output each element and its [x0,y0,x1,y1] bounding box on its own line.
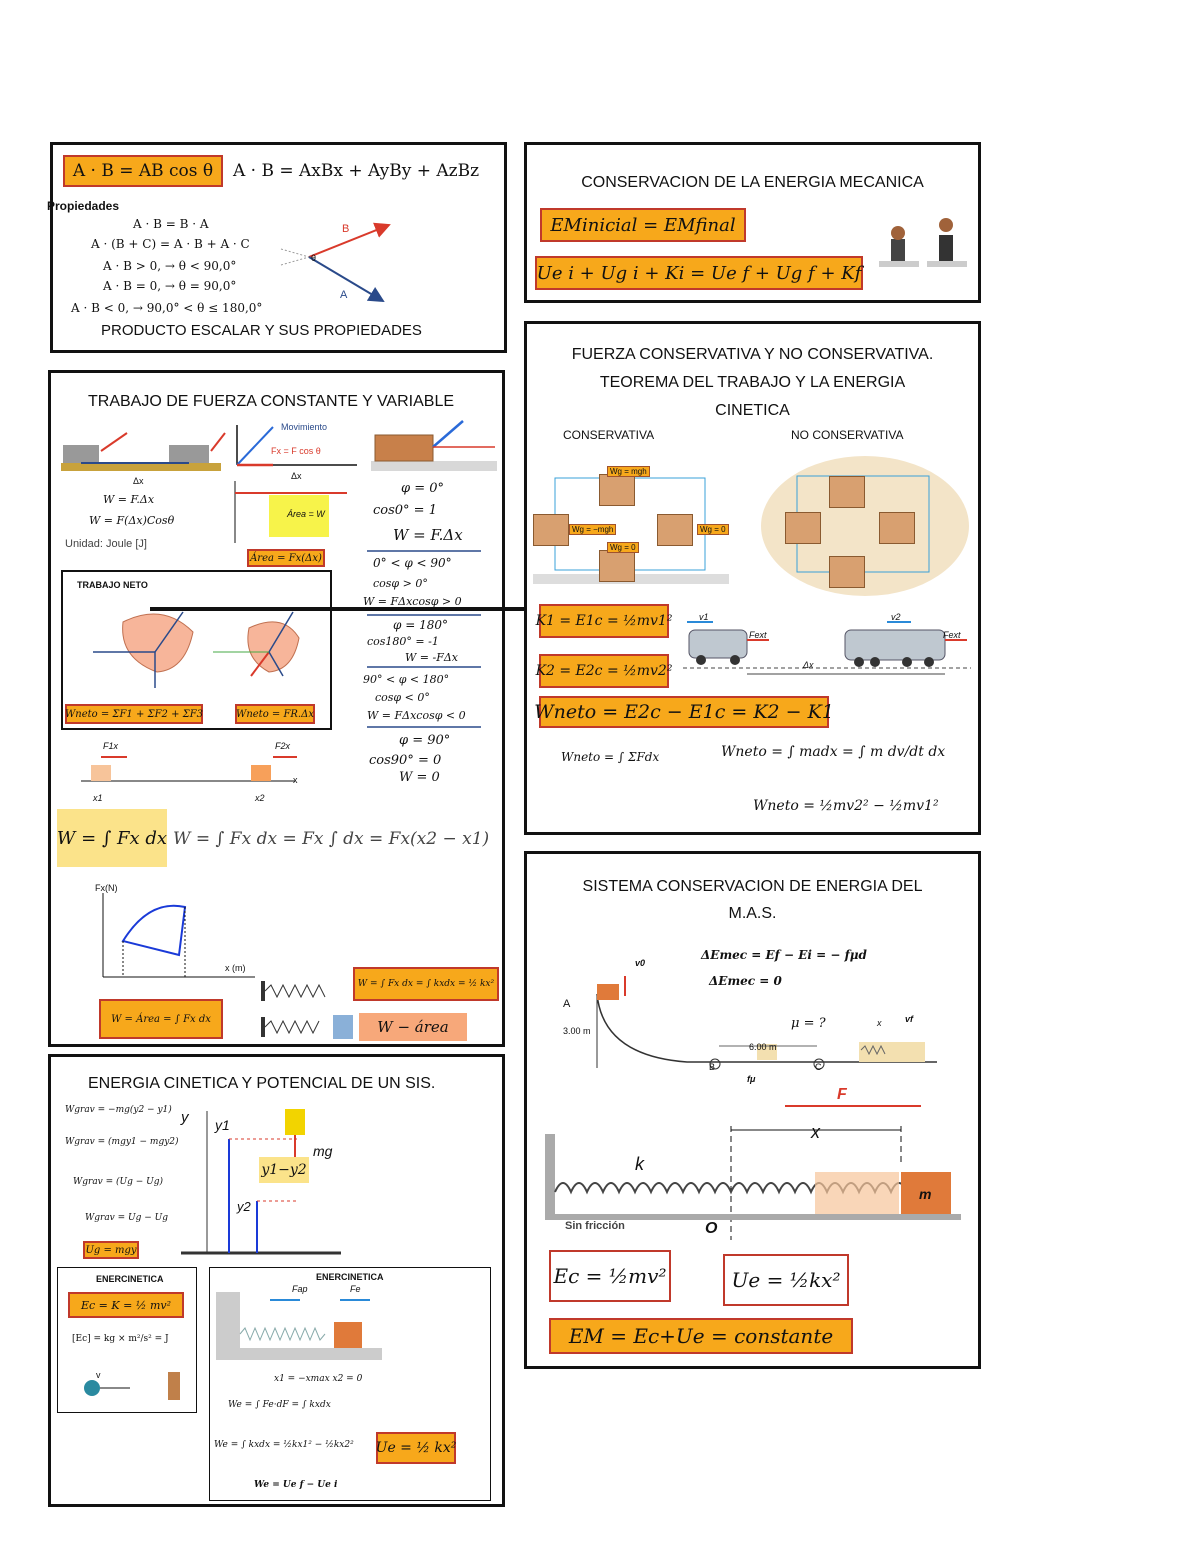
kinetic-energy-eq: Ec = ½mv² [549,1250,671,1302]
case-cosphi-negative: cosφ < 0° [375,691,430,704]
crate-left [533,514,569,546]
work-box [48,370,505,1047]
delta-emec-1: ΔEmec = Ef − Ei = − fμd [701,948,867,962]
fext-label-2: Fext [943,630,961,640]
case-w-negative-2: W = FΔxcosφ < 0 [367,709,466,722]
graph-y-label: Fx(N) [95,883,118,893]
net-work-sum: Wneto = ΣF1 + ΣF2 + ΣF3 [65,704,203,724]
mas-box [524,851,981,1369]
bus-diagram [683,610,973,690]
vf-label: vf [905,1014,914,1024]
area-integral: W = Área = ∫ Fx dx [99,999,223,1039]
delta-x-label-1: Δx [133,476,144,486]
net-work-box [61,570,332,730]
grav-eq-2: Wgrav = (mgy1 − mgy2) [65,1137,179,1147]
spring-integral: W = ∫ Fx dx = ∫ kxdx = ½ kx² [353,967,499,1001]
work-cos: W = F(Δx)Cosθ [89,514,175,527]
spring-eq-4: We = Ue f − Ue i [254,1480,338,1490]
spring-eq-3: We = ∫ kxdx = ½kx1² − ½kx2² [214,1440,354,1450]
elastic-energy-eq: Ue = ½kx² [723,1254,849,1306]
graph-x-label: x (m) [225,963,246,973]
spring-eq-2: We = ∫ Fe·dF = ∫ kxdx [228,1400,331,1410]
label-wg-0-b: Wg = 0 [697,524,729,535]
property-3: A · B > 0, → θ < 90,0° [103,259,237,273]
work-definition: W = F.Δx [103,493,155,506]
net-work-title: TRABAJO NETO [77,580,148,590]
f2x-label: F2x [275,741,291,751]
potential-title: ENERGIA CINETICA Y POTENCIAL DE UN SIS. [88,1075,436,1092]
case-w-zero: W = 0 [399,770,440,785]
case-phi-180: φ = 180° [393,618,448,632]
force-positions-line [71,751,301,787]
grav-eq-4: Wgrav = Ug − Ug [85,1213,168,1223]
case-cosphi-positive: cosφ > 0° [373,577,428,590]
movement-label: Movimiento [281,422,328,432]
ug-eq: Ug = mgy [83,1241,139,1259]
case-phi-between-90-180: 90° < φ < 180° [363,673,450,686]
spring-ue: Ue = ½ kx² [376,1432,456,1464]
wneto-madx: Wneto = ∫ madx = ∫ m dv/dt dx [721,744,946,760]
x-axis-label-1: x [293,775,298,785]
wneto-integral: Wneto = ∫ ΣFdx [561,750,660,764]
nc-crate-bottom [829,556,865,588]
mg-label: mg [313,1143,333,1159]
origin-label: O [705,1220,718,1237]
case-w-fdx: W = F.Δx [393,526,463,544]
v1-label: v1 [699,612,709,622]
velocity-label: v [96,1370,101,1380]
mechanical-energy-eq: EM = Ec+Ue = constante [549,1318,853,1354]
property-2: A · (B + C) = A · B + A · C [91,237,250,251]
conservation-title: CONSERVACION DE LA ENERGIA MECANICA [581,174,924,191]
v0-label: v0 [635,958,646,968]
nc-crate-left [785,512,821,544]
wneto-equation: Wneto = E2c − E1c = K2 − K1 [539,696,829,728]
case-cos-90: cos90° = 0 [369,753,442,768]
area-w-label: Área = W [287,509,325,519]
k2-equation: K2 = E2c = ½mv2² [539,654,669,688]
friction-label: fμ [747,1074,756,1084]
vector-a-label: A [340,289,348,301]
label-wg-mgh: Wg = mgh [607,466,650,477]
v2-label: v2 [891,612,901,622]
vector-b-label: B [342,223,350,235]
w-area: W − área [359,1013,467,1041]
spring-stand-icons [879,215,969,271]
property-5: A · B < 0, → 90,0° < θ ≤ 180,0° [71,301,263,315]
integral-full: W = ∫ Fx dx = Fx ∫ dx = Fx(x2 − x1) [173,829,490,849]
fext-label-1: Fext [749,630,767,640]
label-wg-neg: Wg = −mgh [569,524,616,535]
integral-highlight: W = ∫ Fx dx [57,809,167,867]
sliding-block-diagram [61,423,229,477]
conservative-title-3: CINETICA [715,402,790,419]
point-a: A [563,998,571,1010]
work-unit: Unidad: Joule [J] [65,538,147,550]
scalar-product-box [47,142,507,353]
mas-title-1: SISTEMA CONSERVACION DE ENERGIA DEL [582,878,923,895]
y-axis-label: y [181,1109,189,1126]
angle-label: θ [311,253,317,263]
property-4: A · B = 0, → θ = 90,0° [103,279,237,293]
crate-bottom [599,550,635,582]
delta-emec-2: ΔEmec = 0 [709,974,782,988]
area-equation: Área = Fx(Δx) [247,549,325,567]
property-1: A · B = B · A [133,217,209,231]
dot-product-highlight: A · B = AB cos θ [63,155,223,187]
conservation-box [524,142,981,303]
y2-label: y2 [237,1199,251,1214]
kinetic-units: [Ec] = kg × m²/s² = J [72,1334,169,1344]
grav-eq-1: Wgrav = −mg(y2 − y1) [65,1105,172,1115]
label-wg-0-a: Wg = 0 [607,542,639,553]
spring-k-label: k [635,1154,644,1174]
conservative-title-2: TEOREMA DEL TRABAJO Y LA ENERGIA [599,374,906,391]
y-difference: y1−y2 [259,1157,309,1183]
case-dividers [361,549,501,739]
wneto-final: Wneto = ½mv2² − ½mv1² [753,798,939,814]
mas-title-2: M.A.S. [728,905,777,922]
k1-equation: K1 = E1c = ½mv1² [539,604,669,638]
grav-eq-3: Wgrav = (Ug − Ug) [73,1177,164,1187]
mu-label: μ = ? [791,1016,826,1031]
case-w-positive: W = FΔxcosφ > 0 [363,595,462,608]
force-f-label: F [837,1086,847,1103]
bus-delta-x: Δx [803,660,814,670]
x1-label: x1 [93,793,103,803]
properties-heading: Propiedades [47,199,120,213]
scalar-caption: PRODUCTO ESCALAR Y SUS PROPIEDADES [101,322,422,339]
y1-label: y1 [215,1117,230,1133]
conservativa-label: CONSERVATIVA [563,428,655,442]
kinetic-inner-box [57,1267,197,1413]
conservative-title-1: FUERZA CONSERVATIVA Y NO CONSERVATIVA. [571,346,934,363]
case-w-negative: W = -FΔx [405,651,459,664]
kinetic-eq: Ec = K = ½ mv² [68,1292,184,1318]
f1x-label: F1x [103,741,119,751]
case-cos-0: cos0° = 1 [373,503,437,518]
spring-block-diagram [216,1292,386,1362]
crate-angle-diagram [371,413,499,475]
fe-label: Fe [350,1284,361,1294]
case-phi-between-0-90: 0° < φ < 90° [373,556,452,570]
spring-title: ENERCINETICA [316,1272,384,1282]
distance-label: 6.00 m [749,1042,777,1052]
dot-product-components: A · B = AxBx + AyBy + AzBz [233,161,480,181]
case-phi-0: φ = 0° [401,481,445,496]
no-conservativa-label: NO CONSERVATIVA [791,428,904,442]
spring-eq-1: x1 = −xmax x2 = 0 [274,1374,363,1384]
mass-m-label: m [919,1186,932,1202]
net-work-resultant: Wneto = FR.Δx [235,704,315,724]
spring-inner-box [209,1267,491,1501]
nc-crate-right [879,512,915,544]
ramp-diagram [557,950,941,1080]
energy-balance-equation: Ue i + Ug i + Ki = Ue f + Ug f + Kf [535,256,863,290]
nc-crate-top [829,476,865,508]
kinetic-title: ENERCINETICA [96,1274,164,1284]
x-displacement-label: x [811,1122,820,1142]
x-label-ramp: x [877,1018,882,1028]
connector-line [150,604,540,614]
em-equation: EMinicial = EMfinal [540,208,746,242]
conservative-box [524,321,981,835]
fx-label: Fx = F cos θ [271,446,321,456]
work-title: TRABAJO DE FUERZA CONSTANTE Y VARIABLE [88,393,455,410]
sin-friccion-label: Sin fricción [565,1220,625,1232]
spring-diagram [261,973,357,1047]
crate-right [657,514,693,546]
height-label: 3.00 m [563,1026,591,1036]
delta-x-label-2: Δx [291,471,302,481]
potential-box [48,1054,505,1507]
case-phi-90: φ = 90° [399,733,451,748]
x2-label: x2 [255,793,265,803]
point-b: B [709,1062,716,1072]
fap-label: Fap [292,1284,308,1294]
case-cos-180: cos180° = -1 [367,635,439,648]
point-c: C [815,1062,822,1072]
crate-top [599,474,635,506]
